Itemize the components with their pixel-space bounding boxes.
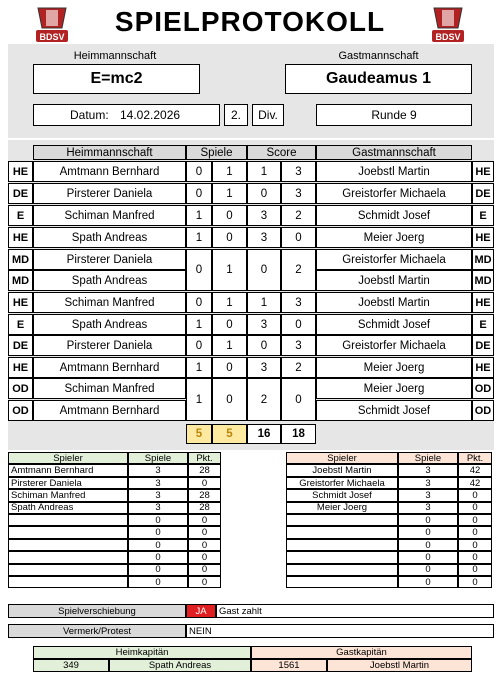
right-discipline-code: E [472,314,494,335]
score-cell: 2 [281,357,316,378]
games-cell: 0 [186,292,212,313]
left-discipline-code: MD [8,249,33,270]
games-cell: 0 [212,314,247,335]
home-stat-points: 28 [188,489,221,501]
score-cell: 3 [281,292,316,313]
home-stat-games: 0 [128,576,188,588]
games-cell: 0 [212,357,247,378]
home-stat-games: 0 [128,551,188,563]
header-games: Spiele [186,145,247,160]
score-cell: 2 [281,205,316,226]
header-guest-team: Gastmannschaft [316,145,472,160]
left-discipline-code: MD [8,270,33,291]
home-player-name: Spath Andreas [33,227,186,248]
right-discipline-code: DE [472,183,494,204]
guest-stat-games: 3 [398,477,458,489]
home-player-name: Spath Andreas [33,270,186,291]
home-player-name: Schiman Manfred [33,378,186,399]
guest-stat-games: 0 [398,551,458,563]
left-discipline-code: E [8,314,33,335]
guest-stat-games: 0 [398,564,458,576]
games-cell: 1 [186,357,212,378]
guest-stat-points: 0 [458,489,492,501]
home-stat-points: 0 [188,576,221,588]
right-discipline-code: MD [472,270,494,291]
guest-stat-player-name [286,514,398,526]
home-player-name: Schiman Manfred [33,292,186,313]
guest-stat-points: 42 [458,477,492,489]
left-discipline-code: HE [8,292,33,313]
left-discipline-code: HE [8,357,33,378]
home-header-player: Spieler [8,452,128,464]
right-discipline-code: OD [472,378,494,399]
games-cell: 0 [212,378,247,421]
guest-player-name: Greistorfer Michaela [316,183,472,204]
home-stat-games: 0 [128,526,188,538]
postponement-label: Spielverschiebung [8,604,186,618]
games-cell: 1 [186,378,212,421]
guest-stat-points: 0 [458,526,492,538]
games-cell: 1 [186,205,212,226]
right-discipline-code: HE [472,227,494,248]
games-cell: 1 [186,314,212,335]
remark-value: NEIN [186,624,494,638]
games-cell: 0 [212,227,247,248]
date-value: 14.02.2026 [120,108,181,122]
home-captain-name: Spath Andreas [109,659,251,672]
guest-header-games: Spiele [398,452,458,464]
header-home-team: Heimmannschaft [33,145,186,160]
guest-stat-points: 0 [458,576,492,588]
guest-stat-games: 0 [398,576,458,588]
guest-stat-points: 0 [458,551,492,563]
score-cell: 1 [247,292,281,313]
guest-player-name: Greistorfer Michaela [316,249,472,270]
home-player-name: Pirsterer Daniela [33,249,186,270]
score-cell: 0 [281,227,316,248]
right-discipline-code: MD [472,249,494,270]
score-cell: 0 [247,335,281,356]
home-stat-points: 0 [188,539,221,551]
home-stat-games: 3 [128,489,188,501]
home-player-name: Spath Andreas [33,314,186,335]
home-stat-games: 0 [128,514,188,526]
total-score-guest: 18 [281,424,316,444]
score-cell: 3 [281,335,316,356]
guest-player-name: Joebstl Martin [316,161,472,182]
guest-stat-games: 0 [398,526,458,538]
score-cell: 3 [281,161,316,182]
score-cell: 3 [247,227,281,248]
date-label: Datum: [70,108,109,122]
guest-player-name: Schmidt Josef [316,314,472,335]
left-discipline-code: E [8,205,33,226]
guest-player-name: Schmidt Josef [316,400,472,421]
guest-stat-games: 3 [398,489,458,501]
page-title: SPIELPROTOKOLL [114,6,386,37]
score-cell: 1 [247,161,281,182]
guest-team-name: Gaudeamus 1 [285,64,472,94]
guest-captain-number: 1561 [251,659,327,672]
svg-text:BDSV: BDSV [39,32,65,42]
score-cell: 3 [247,314,281,335]
home-team-name: E=mc2 [33,64,200,94]
postponement-value: JA [186,604,216,618]
date-box [33,104,220,126]
games-cell: 0 [186,161,212,182]
home-captain-number: 349 [33,659,109,672]
guest-stat-points: 0 [458,564,492,576]
home-player-name: Pirsterer Daniela [33,335,186,356]
header-score: Score [247,145,316,160]
right-discipline-code: HE [472,292,494,313]
guest-player-name: Schmidt Josef [316,205,472,226]
score-cell: 0 [247,183,281,204]
home-player-name: Pirsterer Daniela [33,183,186,204]
guest-stat-player-name: Meier Joerg [286,502,398,514]
left-discipline-code: DE [8,183,33,204]
guest-stat-player-name: Joebstl Martin [286,464,398,476]
games-cell: 1 [212,335,247,356]
home-stat-player-name [8,576,128,588]
guest-stat-player-name [286,576,398,588]
left-discipline-code: DE [8,335,33,356]
score-cell: 0 [281,378,316,421]
home-player-name: Amtmann Bernhard [33,161,186,182]
home-stat-points: 0 [188,526,221,538]
score-cell: 0 [281,314,316,335]
home-stat-player-name [8,564,128,576]
guest-stat-player-name [286,564,398,576]
home-stat-points: 28 [188,502,221,514]
home-stat-player-name: Amtmann Bernhard [8,464,128,476]
home-stat-player-name [8,526,128,538]
home-stat-games: 0 [128,539,188,551]
home-stat-player-name [8,551,128,563]
games-cell: 1 [186,227,212,248]
guest-player-name: Meier Joerg [316,357,472,378]
remark-label: Vermerk/Protest [8,624,186,638]
home-stat-player-name [8,514,128,526]
division-label: Div. [252,104,284,126]
guest-stat-games: 0 [398,539,458,551]
home-captain-label: Heimkapitän [33,646,251,659]
right-discipline-code: OD [472,400,494,421]
guest-team-label: Gastmannschaft [338,50,419,62]
home-stat-points: 0 [188,564,221,576]
guest-captain-label: Gastkapitän [251,646,472,659]
guest-header-player: Spieler [286,452,398,464]
home-stat-games: 3 [128,464,188,476]
right-discipline-code: DE [472,335,494,356]
guest-stat-points: 0 [458,514,492,526]
guest-stat-games: 3 [398,502,458,514]
guest-stat-games: 0 [398,514,458,526]
guest-stat-player-name [286,526,398,538]
home-header-games: Spiele [128,452,188,464]
guest-header-points: Pkt. [458,452,492,464]
total-games-home: 5 [186,424,212,444]
right-discipline-code: E [472,205,494,226]
guest-player-name: Joebstl Martin [316,270,472,291]
division-number: 2. [224,104,248,126]
score-cell: 3 [247,357,281,378]
guest-stat-player-name: Greistorfer Michaela [286,477,398,489]
games-cell: 0 [212,205,247,226]
guest-stat-player-name [286,551,398,563]
left-discipline-code: OD [8,378,33,399]
home-player-name: Amtmann Bernhard [33,400,186,421]
guest-stat-games: 3 [398,464,458,476]
svg-text:BDSV: BDSV [435,32,461,42]
round-value: Runde 9 [316,104,472,126]
score-cell: 2 [247,378,281,421]
games-cell: 0 [186,183,212,204]
total-score-home: 16 [247,424,281,444]
guest-stat-points: 0 [458,539,492,551]
games-cell: 1 [212,161,247,182]
home-stat-games: 3 [128,502,188,514]
home-stat-points: 0 [188,514,221,526]
home-stat-player-name: Schiman Manfred [8,489,128,501]
home-stat-player-name: Spath Andreas [8,502,128,514]
games-cell: 1 [212,292,247,313]
home-stat-points: 28 [188,464,221,476]
games-cell: 1 [212,249,247,291]
home-stat-points: 0 [188,477,221,489]
left-discipline-code: HE [8,161,33,182]
guest-player-name: Greistorfer Michaela [316,335,472,356]
home-header-points: Pkt. [188,452,221,464]
guest-player-name: Joebstl Martin [316,292,472,313]
total-games-guest: 5 [212,424,247,444]
score-cell: 3 [281,183,316,204]
home-stat-games: 0 [128,564,188,576]
right-discipline-code: HE [472,357,494,378]
home-stat-player-name: Pirsterer Daniela [8,477,128,489]
home-stat-points: 0 [188,551,221,563]
home-player-name: Amtmann Bernhard [33,357,186,378]
score-cell: 0 [247,249,281,291]
score-cell: 2 [281,249,316,291]
guest-stat-player-name: Schmidt Josef [286,489,398,501]
guest-player-name: Meier Joerg [316,378,472,399]
home-stat-games: 3 [128,477,188,489]
games-cell: 1 [212,183,247,204]
guest-stat-player-name [286,539,398,551]
home-stat-player-name [8,539,128,551]
home-player-name: Schiman Manfred [33,205,186,226]
right-discipline-code: HE [472,161,494,182]
guest-player-name: Meier Joerg [316,227,472,248]
games-cell: 0 [186,335,212,356]
score-cell: 3 [247,205,281,226]
left-discipline-code: HE [8,227,33,248]
postponement-note: Gast zahlt [216,604,494,618]
home-team-label: Heimmannschaft [73,50,157,62]
guest-captain-name: Joebstl Martin [327,659,472,672]
guest-stat-points: 0 [458,502,492,514]
guest-stat-points: 42 [458,464,492,476]
left-discipline-code: OD [8,400,33,421]
games-cell: 0 [186,249,212,291]
